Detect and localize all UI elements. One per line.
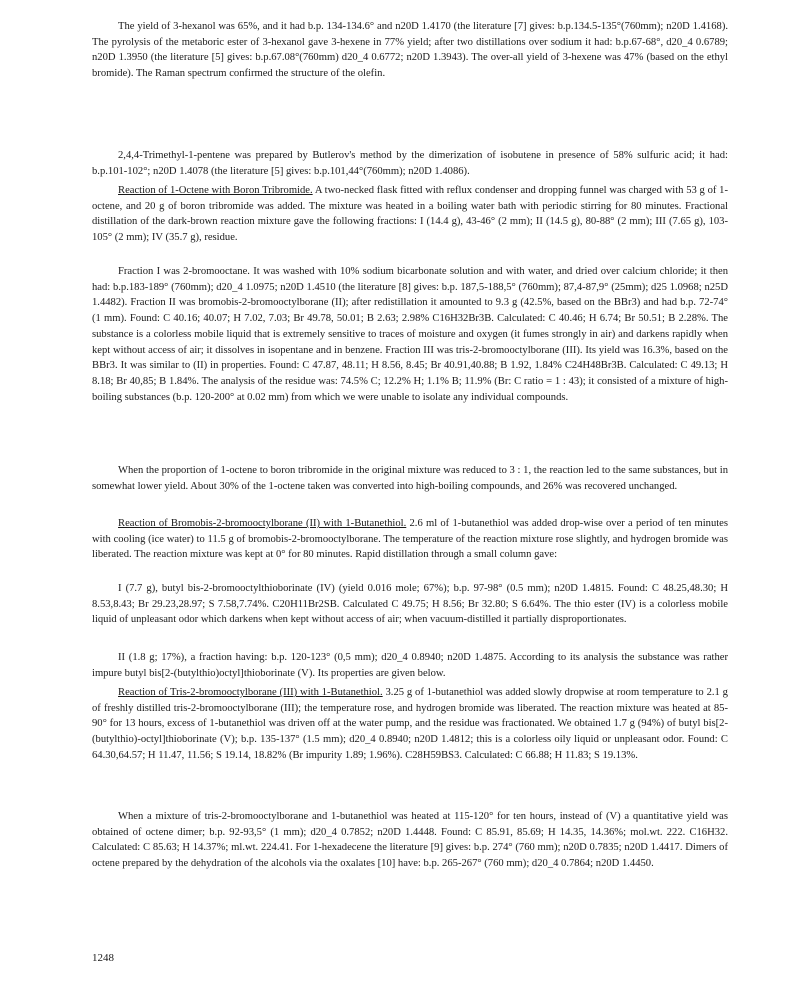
paragraph-octene-dimer (92, 809, 728, 872)
section-heading: Reaction of 1-Octene with Boron Tribromide. (118, 185, 313, 196)
paragraph-proportion (92, 463, 728, 494)
section-tris-butanethiol (92, 685, 728, 764)
section-bromobis-butanethiol (92, 516, 728, 563)
paragraph-text: 2.6 ml of 1-butanethiol was added drop-wise over a period of ten minutes with cooling (ice water) to 11.5 g of bromobis-2-bromooctylborane. The temperature of the reaction mixture rose slightly, and hydrogen bromide was liberated. The reaction mixture was kept at 0° for 80 minutes. Rapid distillation through a small column gave: (92, 518, 729, 561)
paragraph-fraction-analysis (92, 264, 728, 405)
paragraph-trimethylpentene (92, 148, 728, 179)
section-octene-boron-tribromide (92, 183, 728, 246)
paragraph-text: 2,4,4-Trimethyl-1-pentene was prepared by Butlerov's method by the dimerization of isobutene in presence of 58% sulfuric acid; it had: b.p.101-102°; n20D 1.4078 (the literature [5] gives: b.p.101,44°(760mm); n20D 1.4086). (92, 150, 728, 177)
paragraph-3-hexanol (92, 19, 728, 82)
paragraph-text: II (1.8 g; 17%), a fraction having: b.p. 120-123° (0,5 mm); d20_4 0.8940; n20D 1.4875. According to its analysis the substance was rather impure butyl bis[2-(butylthio)octyl]thioborinate (V). Its properties are given below. (92, 652, 728, 679)
paragraph-fraction-i (92, 581, 728, 628)
section-heading: Reaction of Bromobis-2-bromooctylborane (II) with 1-Butanethiol. (118, 518, 407, 529)
section-heading: Reaction of Tris-2-bromooctylborane (III) with 1-Butanethiol. (118, 687, 383, 698)
paragraph-text: A two-necked flask fitted with reflux condenser and dropping funnel was charged with 53 g of 1-octene, and 20 g of boron tribromide was added. The mixture was heated in a boiling water bath with periodic stirring for 80 minutes. Fractional distillation of the dark-brown reaction mixture gave the following fractions: I (14.4 g), 43-46° (2 mm); II (14.5 g), 80-88° (2 mm); III (7.65 g), 103-105° (2 mm); IV (35.7 g), residue. (92, 185, 728, 244)
paragraph-text: When the proportion of 1-octene to boron tribromide in the original mixture was reduced to 3 : 1, the reaction led to the same substances, but in somewhat lower yield. About 30% of the 1-octene taken was converted into high-boiling compounds, and 26% was recovered unchanged. (92, 465, 728, 492)
paragraph-text: I (7.7 g), butyl bis-2-bromooctylthioborinate (IV) (yield 0.016 mole; 67%); b.p. 97-98° (0.5 mm); n20D 1.4815. Found: C 48.25,48.30; H 8.53,8.43; Br 29.23,28.97; S 7.58,7.74%. C20H11Br2SB. Calculated C 49.75; H 8.56; Br 32.80; S 6.64%. The thio ester (IV) is a colorless mobile liquid of unpleasant odor which darkens when kept without access of air; when vacuum-distilled it partially disproportionates. (92, 583, 728, 626)
paragraph-fraction-ii (92, 650, 728, 681)
paragraph-text: When a mixture of tris-2-bromooctylborane and 1-butanethiol was heated at 115-120° for ten hours, instead of (V) a quantitative yield was obtained of octene dimer; b.p. 92-93,5° (1 mm); d20_4 0.7852; n20D 1.4448. Found: C 85.91, 85.69; H 14.35, 14.36%; mol.wt. 222. C16H32. Calculated: C 85.63; H 14.37%; ml.wt. 224.41. For 1-hexadecene the literature [9] gives: b.p. 274° (760 mm); n20D 0.7835; n20D 1.4417. Dimers of octene prepared by the dehydration of the alcohols via the oxalates [10] have: b.p. 265-267° (760 mm); d20_4 0.7864; n20D 1.4450. (92, 811, 728, 870)
paragraph-text: Fraction I was 2-bromooctane. It was washed with 10% sodium bicarbonate solution and with water, and dried over calcium chloride; it then had: b.p.183-189° (760mm); d20_4 1.0975; n20D 1.4510 (the literature [8] gives: b.p. 187,5-188,5° (760mm); 87,4-87,9° (25mm); d25 1.0968; n25D 1.4482). Fraction II was bromobis-2-bromooctylborane (II); after redistillation it amounted to 9.3 g (42.5%, based on the BBr3) and had b.p. 72-74° (1 mm). Found: C 40.16; 40.07; H 7.02, 7.03; Br 49.78, 50.01; B 2.63; 2.98% C16H32Br3B. Calculated: C 40.46; H 6.74; Br 50.51; B 2.28%. The substance is a colorless mobile liquid that is extremely sensitive to traces of moisture and oxygen (it fumes strongly in air) and darkens rapidly when kept without access of air; it dissolves in isopentane and in benzene. Fraction III was tris-2-bromooctylborane (III). Its yield was 16.3%, based on the BBr3. It was similar to (II) in properties. Found: C 47.87, 48.11; H 8.56, 8.45; Br 40.91,40.88; B 1.92, 1.84% C24H48Br3B. Calculated: C 49.13; H 8.18; Br 40,85; B 1.84%. The analysis of the residue was: 74.5% C; 12.2% H; 1.1% B; 11.9% (Br: C ratio = 1 : 43); it consisted of a mixture of high-boiling substances (b.p. 120-200° at 0.02 mm) from which we were unable to isolate any individual compounds. (92, 266, 728, 403)
paragraph-text: 3.25 g of 1-butanethiol was added slowly dropwise at room temperature to 2.1 g of freshly distilled tris-2-bromooctylborane (III); the temperature rose, and hydrogen bromide was liberated. The reaction mixture was heated at 85-90° for 13 hours, excess of 1-butanethiol was driven off at the water pump, and the residue was fractionated. We obtained 1.7 g (94%) of butyl bis[2-(butylthio)-octyl]thioborinate (V); b.p. 135-137° (1.5 mm); d20_4 0.8940; n20D 1.4812; this is a colorless oily liquid or unpleasant odor. Found: C 64.30,64.57; H 11.47, 11.56; S 19.14, 18.82% (Br impurity 1.89; 1.96%). C28H59BS3. Calculated: C 66.88; H 11.83; S 19.13%. (92, 687, 728, 761)
paragraph-text: The yield of 3-hexanol was 65%, and it had b.p. 134-134.6° and n20D 1.4170 (the literature [7] gives: b.p.134.5-135°(760mm); n20D 1.4168). The pyrolysis of the metaboric ester of 3-hexanol gave 3-hexene in 77% yield; after two distillations over sodium it had: b.p.67-68°, d20_4 0.6789; n20D 1.3950 (the literature [5] gives: b.p.67.08°(760mm) d20_4 0.6772; n20D 1.3943). The over-all yield of 3-hexene was 47% (based on the ethyl bromide). The Raman spectrum confirmed the structure of the olefin. (92, 21, 728, 80)
page-number: 1248 (92, 952, 114, 964)
